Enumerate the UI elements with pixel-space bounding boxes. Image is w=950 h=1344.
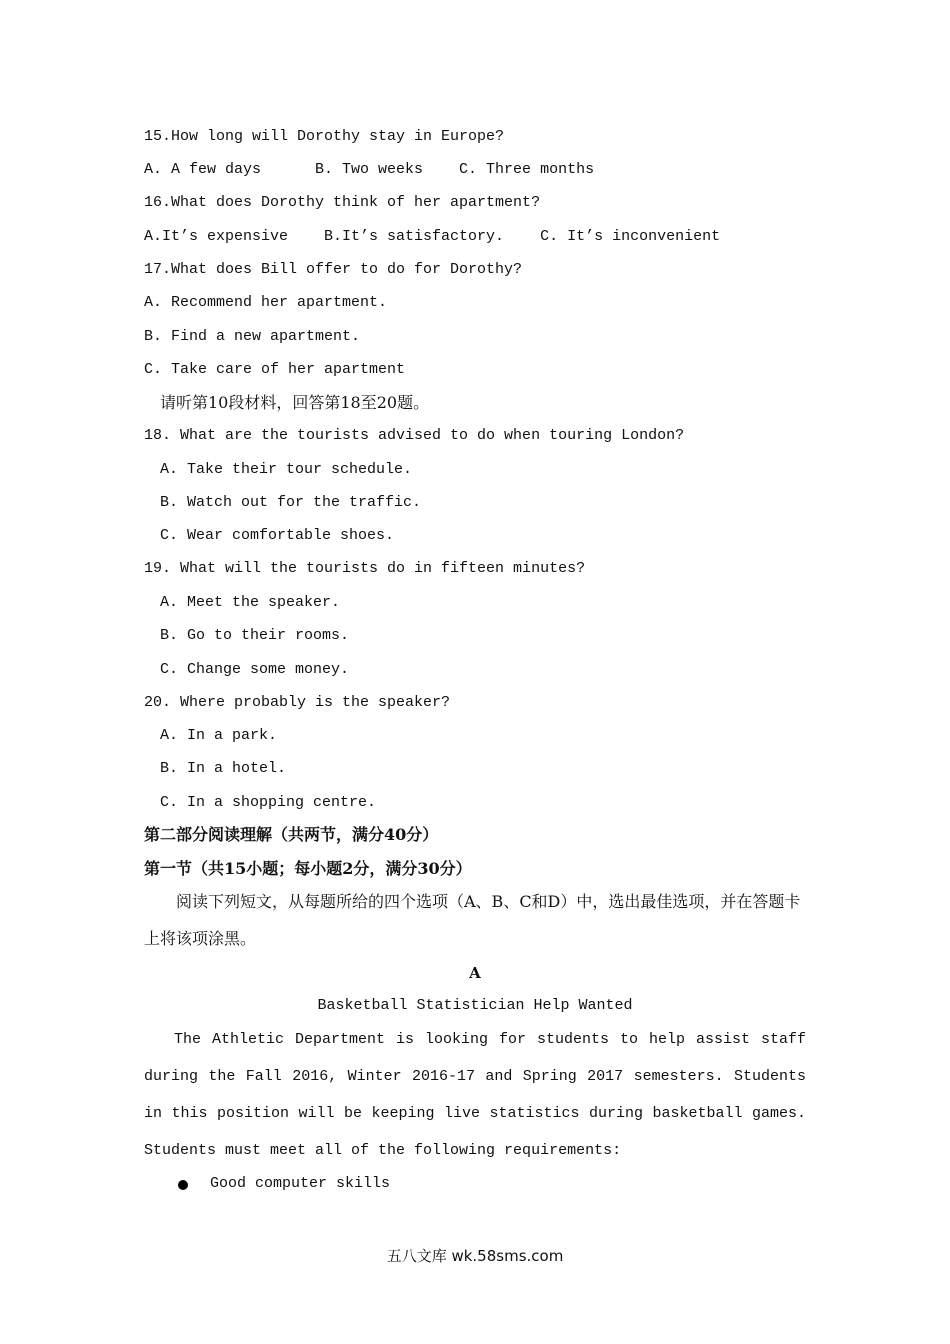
q17-option-c: C. Take care of her apartment xyxy=(144,361,406,378)
section1-heading: 第一节（共15小题；每小题2分，满分30分） xyxy=(144,859,472,878)
q16-stem: 16.What does Dorothy think of her apartment? xyxy=(144,194,541,211)
q16-options: A.It’s expensive B.It’s satisfactory. C. It’s inconvenient xyxy=(144,228,721,245)
q17-option-a: A. Recommend her apartment. xyxy=(144,294,388,311)
q20-option-c: C. In a shopping centre. xyxy=(160,794,377,811)
q20-stem: 20. Where probably is the speaker? xyxy=(144,694,451,711)
q19-option-c: C. Change some money. xyxy=(160,661,350,678)
reading-directions: 阅读下列短文，从每题所给的四个选项（A、B、C和D）中，选出最佳选项，并在答题卡上将该项涂黑。 xyxy=(144,892,801,948)
passage-paragraph: The Athletic Department is looking for students to help assist staff during the Fall 2016, Winter 2016-17 and Spring 2017 semesters. Students in this position will be keeping live statistics during basketball games. Students must meet all of the following requirements: xyxy=(144,1031,806,1159)
q17-option-b: B. Find a new apartment. xyxy=(144,328,361,345)
q18-stem: 18. What are the tourists advised to do when touring London? xyxy=(144,427,685,444)
passage-label: A xyxy=(469,964,481,982)
q19-option-a: A. Meet the speaker. xyxy=(160,594,341,611)
footer-watermark: 五八文库 wk.58sms.com xyxy=(386,1247,564,1265)
instruction-section-10: 请听第10段材料，回答第18至20题。 xyxy=(160,393,430,412)
q20-option-a: A. In a park. xyxy=(160,727,278,744)
q15-stem: 15.How long will Dorothy stay in Europe? xyxy=(144,128,505,145)
part2-heading: 第二部分阅读理解（共两节，满分40分） xyxy=(144,825,439,844)
bullet-item: Good computer skills xyxy=(210,1175,391,1192)
q15-options: A. A few days B. Two weeks C. Three months xyxy=(144,161,595,178)
q18-option-b: B. Watch out for the traffic. xyxy=(160,494,422,511)
q19-stem: 19. What will the tourists do in fifteen minutes? xyxy=(144,560,586,577)
q17-stem: 17.What does Bill offer to do for Dorothy? xyxy=(144,261,523,278)
passage-title: Basketball Statistician Help Wanted xyxy=(317,997,633,1014)
q18-option-c: C. Wear comfortable shoes. xyxy=(160,527,395,544)
bullet-icon xyxy=(178,1180,188,1190)
q20-option-b: B. In a hotel. xyxy=(160,760,287,777)
q19-option-b: B. Go to their rooms. xyxy=(160,627,350,644)
q18-option-a: A. Take their tour schedule. xyxy=(160,461,413,478)
